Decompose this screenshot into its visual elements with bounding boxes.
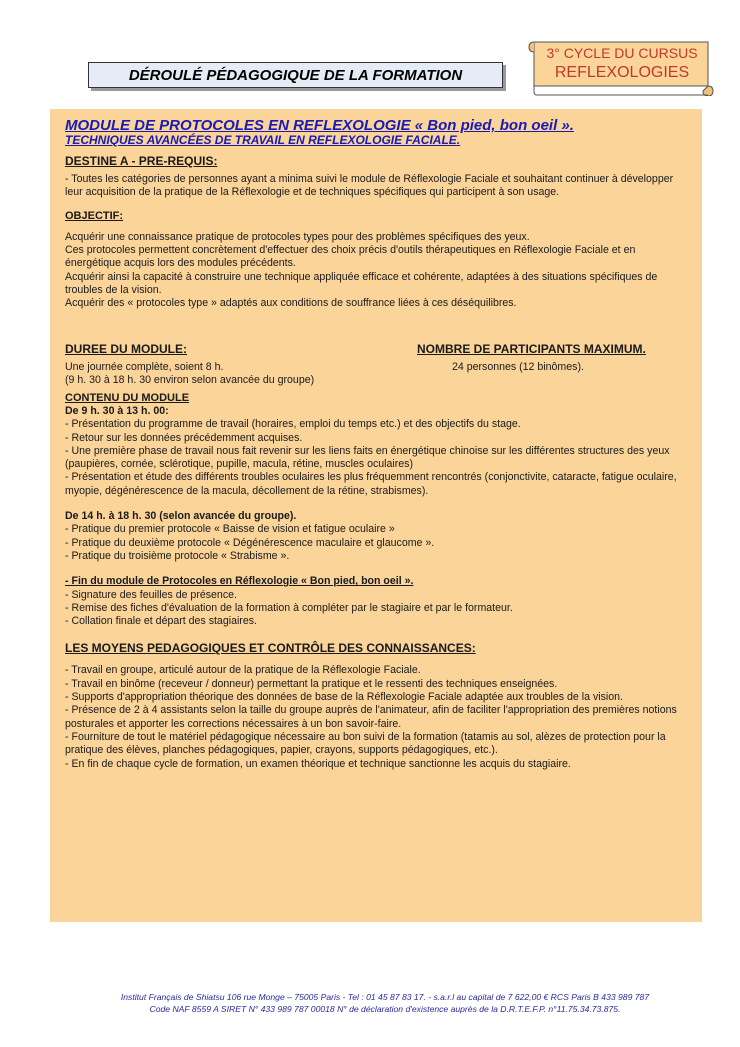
- module-title: MODULE DE PROTOCOLES EN REFLEXOLOGIE « Bon pied, bon oeil ».: [65, 117, 574, 134]
- moyens-heading: LES MOYENS PEDAGOGIQUES ET CONTRÔLE DES CONNAISSANCES:: [65, 641, 476, 656]
- scroll-line-cycle: 3° CYCLE DU CURSUS: [546, 45, 698, 61]
- cycle-scroll-banner: [528, 40, 714, 96]
- moyens-item: - Travail en groupe, articulé autour de la pratique de la Réflexologie Faciale.: [65, 664, 421, 677]
- morning-item: - Présentation et étude des différents troubles oculaires les plus fréquemment rencontrés (conjonctivite, cataracte, fatigue oculaire, myopie, dégénérescence de la macula, décollement de la rétine, strabismes).: [65, 471, 677, 497]
- afternoon-heading: De 14 h. à 18 h. 30 (selon avancée du groupe).: [65, 510, 297, 523]
- fin-item: - Remise des fiches d'évaluation de la formation à compléter par le stagiaire et par le formateur.: [65, 601, 513, 614]
- moyens-item: - Présence de 2 à 4 assistants selon la taille du groupe auprès de l'animateur, afin de faciliter l'appropriation des premières notions posturales et apporter les corrections nécessaires à un bon savoir-faire.: [65, 704, 677, 730]
- duree-participants-headings: [65, 341, 690, 357]
- participants-heading: NOMBRE DE PARTICIPANTS MAXIMUM.: [417, 341, 646, 356]
- objectif-line: Acquérir une connaissance pratique de protocoles types pour des problèmes spécifiques des yeux.: [65, 230, 530, 243]
- contenu-heading: CONTENU DU MODULE: [65, 391, 190, 404]
- fin-item: - Signature des feuilles de présence.: [65, 588, 237, 601]
- morning-heading: De 9 h. 30 à 13 h. 00:: [65, 404, 169, 417]
- duree-heading: DUREE DU MODULE:: [65, 341, 187, 356]
- module-subtitle: TECHNIQUES AVANCÉES DE TRAVAIL EN REFLEXOLOGIE FACIALE.: [65, 133, 461, 147]
- footer-line: Code NAF 8559 A SIRET N° 433 989 787 00018 N° de déclaration d'existence auprès de la D.R.T.E.F.P. n°11.75.34.73.875.: [149, 1004, 621, 1014]
- page-title: DÉROULÉ PÉDAGOGIQUE DE LA FORMATION: [88, 62, 503, 88]
- afternoon-item: - Pratique du troisième protocole « Strabisme ».: [65, 549, 290, 562]
- afternoon-item: - Pratique du deuxième protocole « Dégénérescence maculaire et glaucome ».: [65, 536, 435, 549]
- fin-heading: - Fin du module de Protocoles en Réflexologie « Bon pied, bon oeil ».: [65, 575, 414, 588]
- module-content: [65, 117, 690, 771]
- morning-item: - Retour sur les données précédemment acquises.: [65, 431, 303, 444]
- duree-line: (9 h. 30 à 18 h. 30 environ selon avancée du groupe): [65, 373, 315, 386]
- participants-value: 24 personnes (12 binômes).: [452, 360, 584, 373]
- destine-heading: DESTINE A - PRE-REQUIS:: [65, 154, 218, 168]
- moyens-item: - Supports d'appropriation théorique des données de base de la Réflexologie Faciale adaptée aux troubles de la vision.: [65, 691, 623, 704]
- objectif-line: Ces protocoles permettent concrètement d'effectuer des choix précis d'outils thérapeutiques en Réflexologie Faciale et en énergétique acquis lors des modules précédents.: [65, 244, 636, 270]
- footer-line: Institut Français de Shiatsu 106 rue Monge – 75005 Paris - Tel : 01 45 87 83 17. - s.a.r.l au capital de 7 622,00 € RCS Paris B 433 989 787: [120, 992, 650, 1002]
- moyens-item: - En fin de chaque cycle de formation, un examen théorique et technique sanctionne les acquis du stagiaire.: [65, 757, 571, 770]
- duree-participants-values: [65, 361, 690, 388]
- moyens-item: - Fourniture de tout le matériel pédagogique nécessaire au bon suivi de la formation (tatamis au sol, alèzes de protection pour la pratique des élèves, planches pédagogiques, papier, crayons, supports pédagogiques, etc.).: [65, 730, 666, 757]
- morning-item: - Une première phase de travail nous fait revenir sur les liens faits en énergétique chinoise sur les différentes structures des yeux (paupières, cornée, sclérotique, pupille, macula, rétine, muscles oculaires): [65, 444, 670, 471]
- page-footer: [40, 991, 730, 1015]
- destine-text: - Toutes les catégories de personnes ayant a minima suivi le module de Réflexologie Faciale et souhaitant continuer à développer leur acquisition de la pratique de la Réflexologie et de techniques spécifiques qui participent à son usage.: [65, 173, 674, 199]
- duree-line: Une journée complète, soient 8 h.: [65, 360, 224, 373]
- moyens-item: - Travail en binôme (receveur / donneur) permettant la pratique et le ressenti des techniques enseignées.: [65, 677, 558, 690]
- scroll-line-reflexologies: REFLEXOLOGIES: [554, 64, 690, 81]
- morning-item: - Présentation du programme de travail (horaires, emploi du temps etc.) et des objectifs du stage.: [65, 418, 521, 431]
- afternoon-item: - Pratique du premier protocole « Baisse de vision et fatigue oculaire »: [65, 523, 395, 536]
- objectif-line: Acquérir des « protocoles type » adaptés aux conditions de souffrance liées à ces déséquilibres.: [65, 297, 517, 310]
- objectif-line: Acquérir ainsi la capacité à construire une technique appliquée efficace et cohérente, adaptées à des situations spécifiques de troubles de la vision.: [65, 270, 658, 297]
- fin-item: - Collation finale et départ des stagiaires.: [65, 615, 257, 628]
- objectif-heading: OBJECTIF:: [65, 209, 124, 222]
